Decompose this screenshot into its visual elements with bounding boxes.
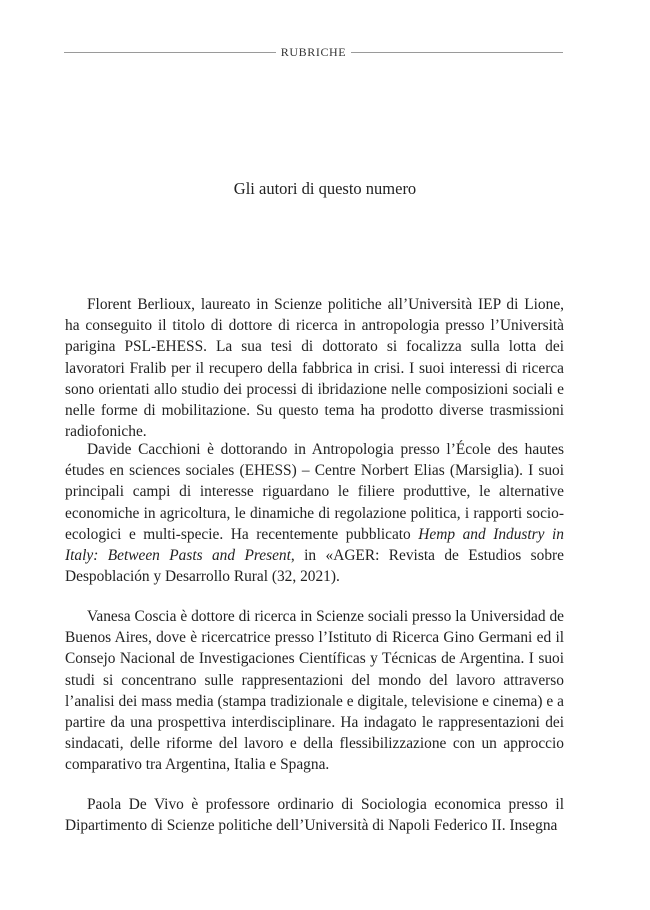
running-head: RUBRICHE [280,45,347,59]
author-bio-berlioux: Florent Berlioux, laureato in Scienze politiche all’Università IEP di Lione, ha conseguito il titolo di dottore di ricerca in antropologia presso l’Università parigina PSL-EHESS. La sua tesi di dottorato si focalizza sulla lotta dei lavoratori Fralib per il recupero della fabbrica in crisi. I suoi interessi di ricerca sono orientati allo studio dei processi di ibridazione nelle composizioni sociali e nelle forme di mobilitazione. Su questo tema ha prodotto diverse trasmissioni radiofoniche. [65,296,564,441]
bio-text-after: , in «AGER: Revista de Estudios sobre Despoblación y Desarrollo Rural (32, 2021). [65,547,564,586]
author-bio-coscia: Vanesa Coscia è dottore di ricerca in Scienze sociali presso la Universidad de Buenos Aires, dove è ricercatrice presso l’Istituto di Ricerca Gino Germani ed il Consejo Nacional de Investigaciones Científicas y Técnicas de Argentina. I suoi studi si concentrano sulle rappresentazioni del mondo del lavoro attraverso l’analisi dei mass media (stampa tradizionale e digitale, televisione e cinema) e a partire da una prospettiva interdisciplinare. Ha indagato le rappresentazioni dei sindacati, delle riforme del lavoro e della flessibilizzazione con un approccio comparativo tra Argentina, Italia e Spagna. [65,608,564,774]
page-title: Gli autori di questo numero [233,179,417,198]
running-header [64,43,563,61]
bio-text-before: Davide Cacchioni è dottorando in Antropologia presso l’École des hautes études en sciences sociales (EHESS) – Centre Norbert Elias (Marsiglia). I suoi principali campi di interesse riguardano le filiere produttive, le alternative economiche in agricoltura, le dinamiche di regolazione politica, i rapporti socio-ecologici e multi-specie. Ha recentemente pubblicato [65,441,564,543]
author-bio-cacchioni [65,439,564,587]
publication-title: Hemp and Industry in Italy: Between Pasts and Present [65,525,565,565]
header-rule-right [351,52,563,53]
author-bio-de-vivo: Paola De Vivo è professore ordinario di Sociologia economica presso il Dipartimento di Scienze politiche dell’Università di Napoli Federico II. Insegna [65,796,564,835]
header-rule-left [64,52,276,53]
